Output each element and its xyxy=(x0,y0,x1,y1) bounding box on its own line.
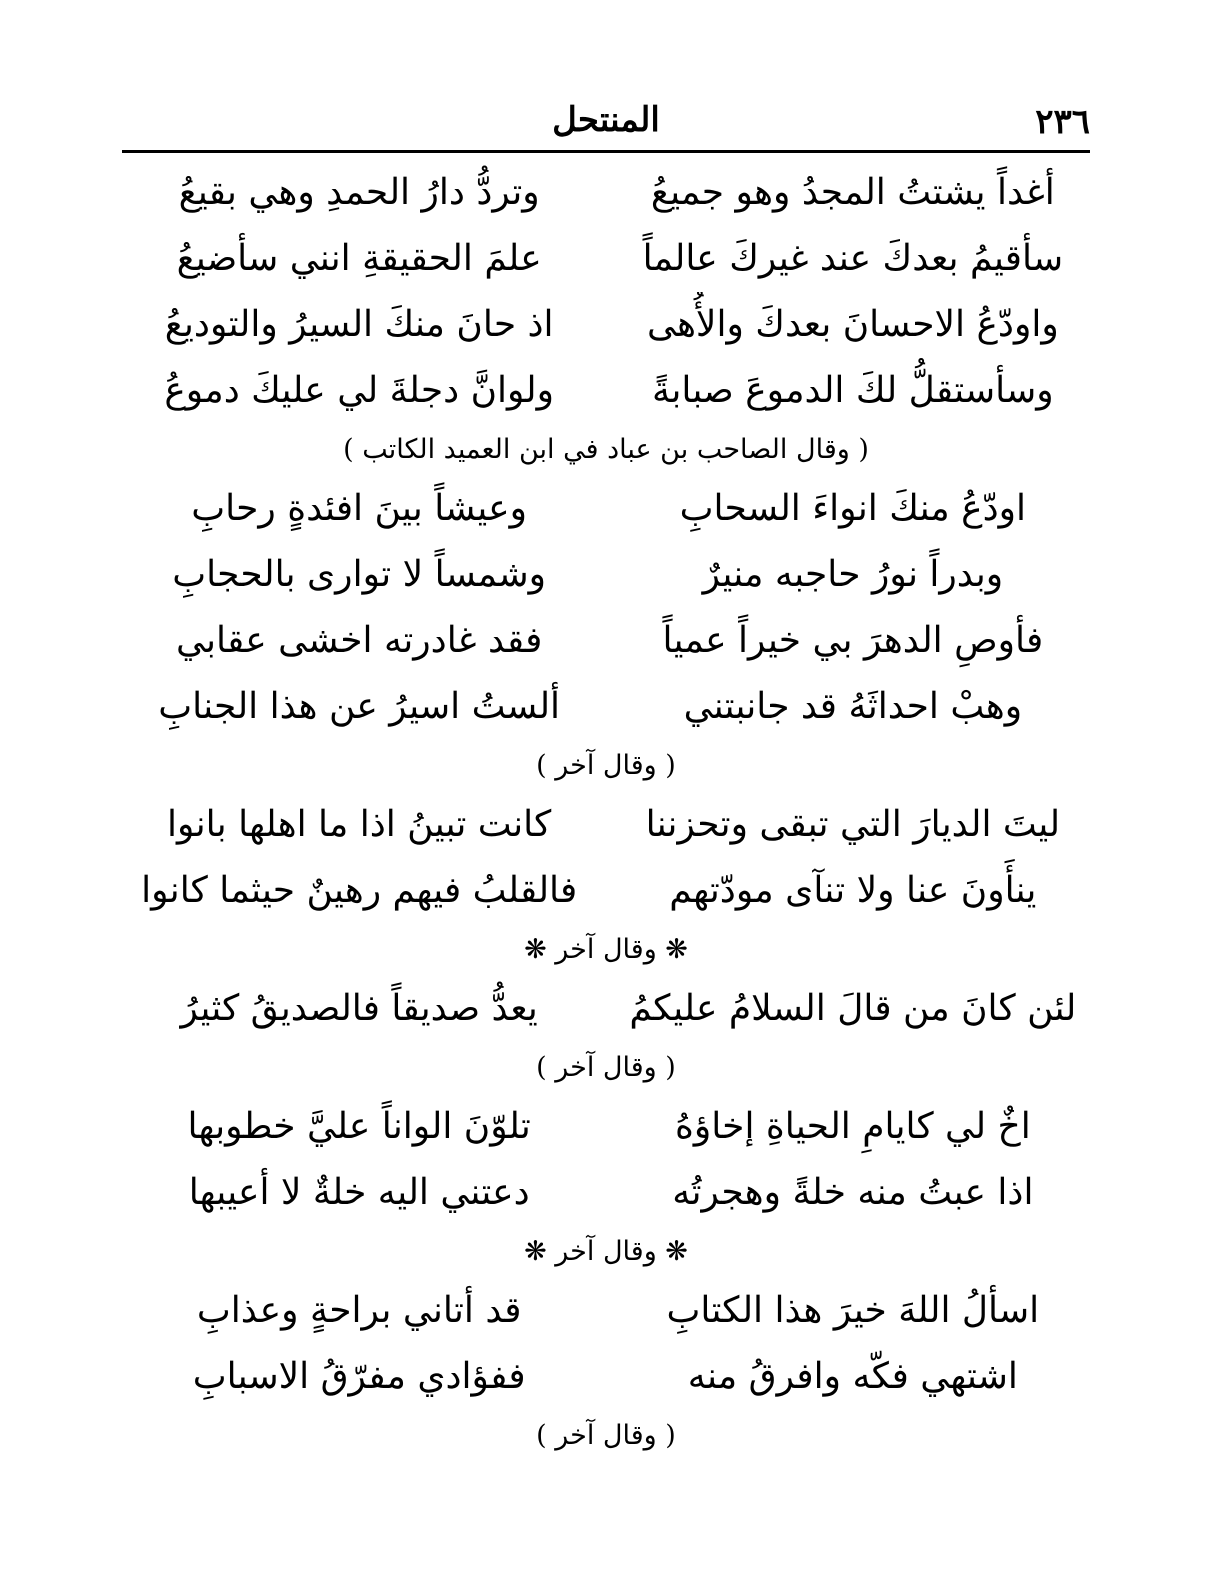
first-hemistich: فأوصِ الدهرَ بي خيراً عمياً xyxy=(662,620,1044,661)
first-hemistich: اشتهي فكّه وافرقُ منه xyxy=(687,1356,1018,1397)
first-hemistich: ينأَونَ عنا ولا تنآى مودّتهم xyxy=(669,870,1037,911)
second-hemistich: علمَ الحقيقةِ انني سأضيعُ xyxy=(176,238,542,279)
second-hemistich: فقد غادرته اخشى عقابي xyxy=(176,620,543,661)
page-number: ٢٣٦ xyxy=(1035,102,1090,142)
second-hemistich: دعتني اليه خلةٌ لا أعيبها xyxy=(188,1172,530,1213)
second-hemistich: ولوانَّ دجلةَ لي عليكَ دموعُ xyxy=(164,370,554,411)
verse xyxy=(122,792,1090,858)
first-hemistich: وبدراً نورُ حاجبه منيرٌ xyxy=(702,554,1004,595)
second-hemistich: فالقلبُ فيهم رهينٌ حيثما كانوا xyxy=(141,870,578,911)
page-header xyxy=(122,96,1090,152)
first-hemistich: وسأستقلُّ لكَ الدموعَ صبابةً xyxy=(652,370,1054,411)
verse xyxy=(122,1278,1090,1344)
first-hemistich: اذا عبتُ منه خلةً وهجرتُه xyxy=(672,1172,1034,1213)
second-hemistich: تلوّنَ الواناً عليَّ خطوبها xyxy=(187,1106,531,1147)
verse xyxy=(122,226,1090,292)
first-hemistich: واودّعُ الاحسانَ بعدكَ والأُهى xyxy=(646,304,1059,345)
first-hemistich: اخٌ لي كايامِ الحياةِ إخاؤهُ xyxy=(674,1106,1031,1147)
header-rule xyxy=(122,150,1090,153)
section-heading: ( وقال آخر ) xyxy=(536,750,676,781)
verse xyxy=(122,160,1090,226)
verse xyxy=(122,1160,1090,1226)
section-heading: ( وقال آخر ) xyxy=(536,1052,676,1083)
page-title: المنتحل xyxy=(552,100,660,140)
second-hemistich: وعيشاً بينَ افئدةٍ رحابِ xyxy=(191,488,528,529)
second-hemistich: ألستُ اسيرُ عن هذا الجنابِ xyxy=(158,686,561,727)
verse xyxy=(122,542,1090,608)
second-hemistich: قد أتاني براحةٍ وعذابِ xyxy=(196,1290,522,1331)
verse xyxy=(122,674,1090,740)
second-hemistich: ففؤادي مفرّقُ الاسبابِ xyxy=(192,1356,526,1397)
second-hemistich: اذ حانَ منكَ السيرُ والتوديعُ xyxy=(164,304,554,345)
second-hemistich: كانت تبينُ اذا ما اهلها بانوا xyxy=(167,804,552,845)
verse xyxy=(122,858,1090,924)
second-hemistich: وشمساً لا توارى بالحجابِ xyxy=(172,554,547,595)
verse xyxy=(122,476,1090,542)
first-hemistich: اسألُ اللهَ خيرَ هذا الكتابِ xyxy=(666,1290,1040,1331)
verse xyxy=(122,608,1090,674)
verse xyxy=(122,1094,1090,1160)
first-hemistich: ليتَ الديارَ التي تبقى وتحزننا xyxy=(645,804,1061,845)
verse xyxy=(122,358,1090,424)
poem-content xyxy=(122,160,1090,1580)
second-hemistich: يعدُّ صديقاً فالصديقُ كثيرُ xyxy=(180,988,538,1029)
verse xyxy=(122,292,1090,358)
first-hemistich: سأقيمُ بعدكَ عند غيركَ عالماً xyxy=(642,238,1064,279)
verse xyxy=(122,1344,1090,1410)
first-hemistich: اودّعُ منكَ انواءَ السحابِ xyxy=(679,488,1027,529)
section-heading: ❋ وقال آخر ❋ xyxy=(524,934,688,965)
second-hemistich: وتردُّ دارُ الحمدِ وهي بقيعُ xyxy=(178,172,540,213)
section-heading: ( وقال الصاحب بن عباد في ابن العميد الكاتب ) xyxy=(343,434,869,465)
verse xyxy=(122,976,1090,1042)
first-hemistich: وهبْ احداثَهُ قد جانبتني xyxy=(683,686,1023,727)
section-heading: ❋ وقال آخر ❋ xyxy=(524,1236,688,1267)
first-hemistich: أغداً يشتتُ المجدُ وهو جميعُ xyxy=(650,172,1055,213)
first-hemistich: لئن كانَ من قالَ السلامُ عليكمُ xyxy=(629,988,1077,1029)
section-heading: ( وقال آخر ) xyxy=(536,1420,676,1451)
